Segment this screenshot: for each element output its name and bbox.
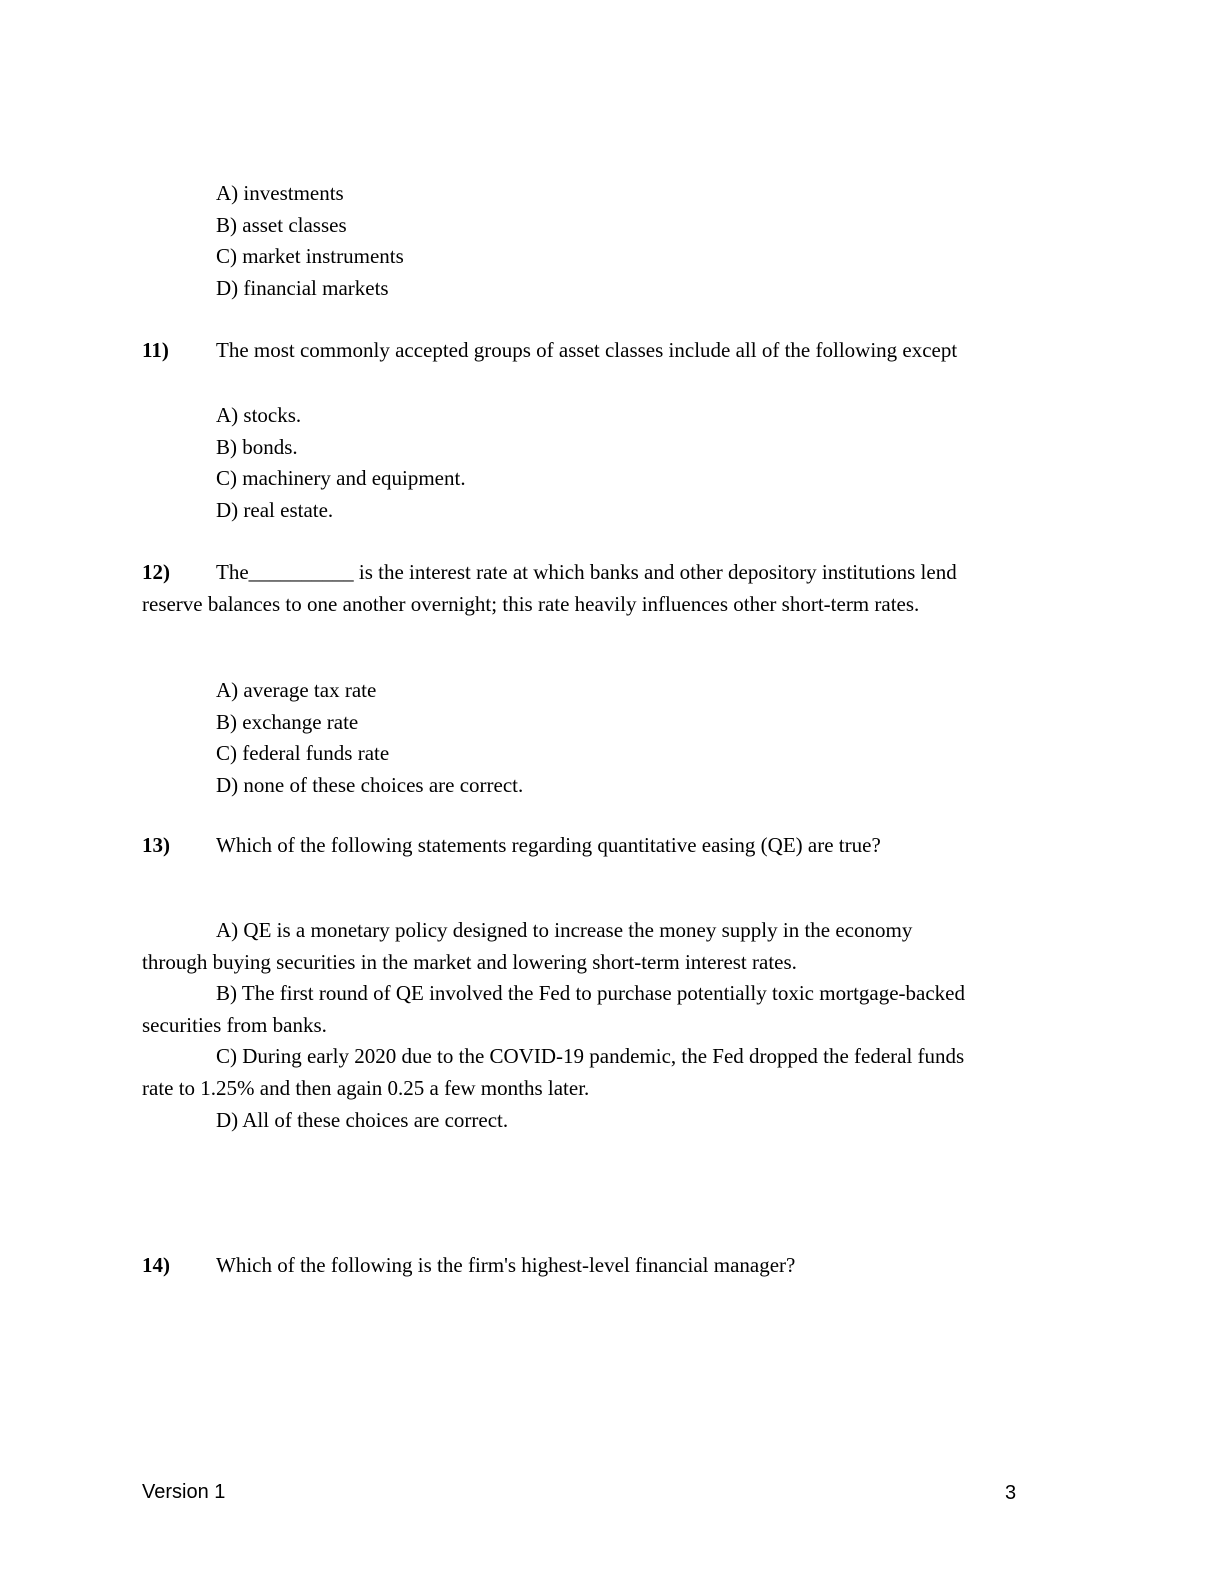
option-item: D) financial markets [216, 275, 389, 300]
question-14-number: 14) [142, 1253, 170, 1277]
option-item: D) none of these choices are correct. [216, 772, 524, 797]
footer-page-number: 3 [1005, 1482, 1017, 1504]
question-12 [142, 557, 1102, 620]
question-13 [142, 830, 1102, 862]
option-item: A) QE is a monetary policy designed to increase the money supply in the economy [216, 918, 913, 942]
option-item: C) machinery and equipment. [216, 466, 466, 491]
question-11 [142, 335, 1102, 367]
option-item: D) real estate. [216, 497, 334, 522]
question-14 [142, 1250, 1102, 1282]
question-13-text: Which of the following statements regarding quantitative easing (QE) are true? [216, 833, 881, 857]
option-item: B) bonds. [216, 434, 298, 459]
option-item: C) federal funds rate [216, 741, 390, 766]
option-item: D) All of these choices are correct. [216, 1107, 509, 1132]
option-item-continuation: through buying securities in the market and lowering short-term interest rates. [142, 949, 797, 974]
question-12-text-line1: The__________ is the interest rate at which banks and other depository institutions lend [216, 560, 957, 584]
question-14-text: Which of the following is the firm's highest-level financial manager? [216, 1253, 796, 1277]
question-13-number: 13) [142, 833, 170, 857]
option-item: A) stocks. [216, 403, 302, 427]
question-11-text: The most commonly accepted groups of asset classes include all of the following except [216, 338, 958, 362]
question-12-number: 12) [142, 560, 170, 584]
option-item-continuation: securities from banks. [142, 1012, 327, 1037]
option-item: B) exchange rate [216, 709, 359, 734]
question-11-options [142, 400, 1102, 526]
option-item: B) The first round of QE involved the Fed to purchase potentially toxic mortgage-backed [216, 981, 965, 1006]
question-12-text-line2: reserve balances to one another overnight; this rate heavily influences other short-term rates. [142, 591, 920, 616]
question-13-options [142, 915, 1102, 1136]
option-item: C) market instruments [216, 244, 404, 269]
question-11-number: 11) [142, 338, 169, 362]
question-10-options [142, 178, 1102, 304]
option-item: A) average tax rate [216, 678, 377, 702]
option-item: B) asset classes [216, 212, 347, 237]
question-12-options [142, 675, 1102, 801]
option-item: C) During early 2020 due to the COVID-19 pandemic, the Fed dropped the federal funds [216, 1044, 965, 1069]
footer-version-label: Version 1 [142, 1481, 226, 1503]
option-item: A) investments [216, 181, 344, 205]
option-item-continuation: rate to 1.25% and then again 0.25 a few months later. [142, 1075, 590, 1100]
